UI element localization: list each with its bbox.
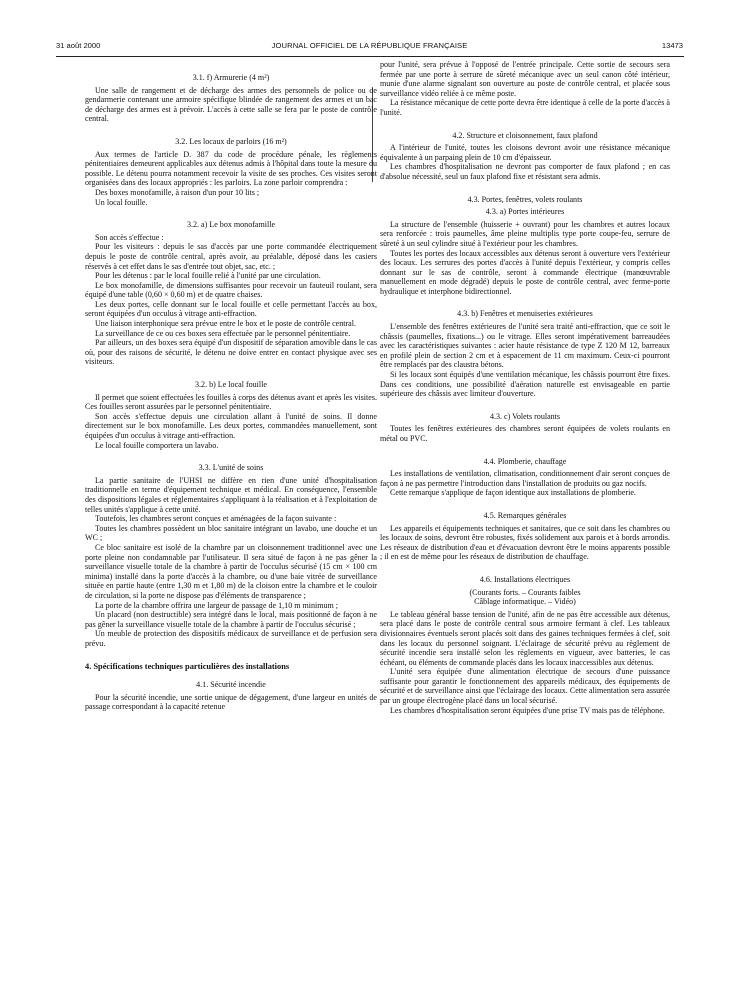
section-heading: 4.1. Sécurité incendie bbox=[196, 680, 266, 690]
section-heading: 4.3. Portes, fenêtres, volets roulants bbox=[467, 194, 583, 204]
paragraph: La résistance mécanique de cette porte devra être identique à celle de la porte d'accès à l'unité. bbox=[380, 98, 670, 117]
section-heading: 3.2. b) Le local fouille bbox=[195, 380, 267, 390]
section-heading: 3.2. Les locaux de parloirs (16 m²) bbox=[175, 136, 287, 146]
paragraph: Un meuble de protection des dispositifs médicaux de surveillance et de perfusion sera prévu. bbox=[85, 629, 377, 648]
paragraph: Toutes les chambres possèdent un bloc sanitaire intégrant un lavabo, une douche et un WC ; bbox=[85, 523, 377, 543]
paragraph: Les chambres d'hospitalisation seront équipées d'une prise TV mais pas de téléphone. bbox=[390, 705, 665, 715]
paragraph: La partie sanitaire de l'UHSI ne diffère en rien d'une unité d'hospitalisation traditionnelle en terme d'équipement technique et médical. En conséquence, l'ensemble des dispositions légales et réglementaires s'appliquant à la réalisation et à l'exploitation de telles unités s'applique à cette unité. bbox=[85, 475, 377, 514]
paragraph: Le tableau général basse tension de l'unité, afin de ne pas être accessible aux détenus, sera placé dans le poste de contrôle central sous armoire fermant à clef. Les tableaux divisionnaires éventuels seront placés soit dans des gaines techniques fermées à clef, soit dans les locaux du personnel soignant. L'éclairage de sécurité prévu au règlement de sécurité incendie sera installé selon les règlements en vigueur, avec batteries, le cas échéant, ou éléments de commande placés dans les locaux inaccessibles aux détenus. bbox=[380, 609, 670, 667]
paragraph: L'ensemble des fenêtres extérieures de l'unité sera traité anti-effraction, que ce soit le châssis (paumelles, fixations...) ou le vitrage. Elles seront impérativement barreaudées avec les caractéristiques suivantes : acier haute résistance de type Z 120 M 12, barreaux en profilé plein de section 2 cm et à espacement de 11 cm maximum. Ceux-ci pourront être remplacés par des claustra bétons. bbox=[380, 322, 670, 370]
section-subheading: (Courants forts. – Courants faibles bbox=[469, 587, 581, 597]
section-heading: 3.3. L'unité de soins bbox=[198, 463, 264, 473]
paragraph: A l'intérieur de l'unité, toutes les cloisons devront avoir une résistance mécanique équivalente à un parpaing plein de 10 cm d'épaisseur. bbox=[380, 143, 670, 162]
header-title: JOURNAL OFFICIEL DE LA RÉPUBLIQUE FRANÇAISE bbox=[271, 41, 468, 50]
paragraph: Un placard (non destructible) sera intégré dans le local, mais positionné de façon à ne pas gêner la surveillance visuelle totale de la chambre à partir de l'occulus sécurisé ; bbox=[85, 610, 377, 629]
paragraph: pour l'unité, sera prévue à l'opposé de l'entrée principale. Cette sortie de secours sera fermée par une porte à serrure de sûreté mécanique avec un seul canon côté intérieur, munie d'une alarme signalant son ouverture au poste de contrôle central, et placée sous surveillance vidéo reliée à ce même poste. bbox=[380, 60, 670, 98]
paragraph: Des boxes monofamille, à raison d'un pour 10 lits ; bbox=[95, 187, 260, 197]
paragraph: Les installations de ventilation, climatisation, conditionnement d'air seront conçues de façon à ne pas permettre l'introduction dans l'installation de produits ou gaz nocifs. bbox=[380, 469, 670, 488]
section-heading: 4.6. Installations électriques bbox=[479, 574, 571, 584]
left-column bbox=[85, 60, 377, 712]
paragraph: Si les locaux sont équipés d'une ventilation mécanique, les châssis pourront être fixes. Dans ces conditions, une possibilité d'aération naturelle est envisageable en partie supérieure des châssis avec limiteur d'ouverture. bbox=[380, 370, 670, 399]
header-date: 31 août 2000 bbox=[56, 41, 101, 50]
paragraph: Ce bloc sanitaire est isolé de la chambre par un cloisonnement traditionnel avec une porte pleine non condamnable par l'utilisateur. Il sera situé de façon à ne pas gêner la surveillance visuelle totale de la chambre à partir de l'occulus sécurisé (15 cm × 100 cm minima) installé dans la porte d'accès à la chambre, ou d'une baie vitrée de surveillance située en partie haute (entre 1,30 m et 1,80 m) de la cloison entre la chambre et le couloir de circulation, si la porte ne dispose pas d'éléments de transparence ; bbox=[85, 542, 377, 600]
paragraph: Cette remarque s'applique de façon identique aux installations de plomberie. bbox=[390, 488, 636, 498]
paragraph: Aux termes de l'article D. 387 du code de procédure pénale, les règlements pénitentiaires demeurent applicables aux détenus admis à l'hôpital dans toute la mesure du possible. Le détenu pourra notamment recevoir la visite de ses proches. Ces visites seront organisées dans des locaux appropriés : les parloirs. La zone parloir comprendra : bbox=[85, 149, 377, 188]
paragraph: Son accès s'effectue depuis une circulation allant à l'unité de soins. Il donne directement sur le box monofamille. Les deux portes, commandées manuellement, sont équipées d'un occulus à vitrage anti-effraction. bbox=[85, 411, 377, 440]
section-heading: 4.3. c) Volets roulants bbox=[489, 411, 561, 421]
paragraph: Les appareils et équipements techniques et sanitaires, que ce soit dans les chambres ou les locaux de soins, devront être robustes, fixés solidement aux parois et à bords arrondis. Les réseaux de distribution d'eau et d'évacuation devront être le moins apparents possible ; il en est de même pour les réseaux de distribution de chauffage. bbox=[380, 523, 670, 562]
section-subheading: Câblage informatique. – Vidéo) bbox=[474, 597, 576, 607]
paragraph: Le local fouille comportera un lavabo. bbox=[95, 440, 219, 450]
section-heading: 4.3. a) Portes intérieures bbox=[485, 207, 565, 217]
paragraph: La surveillance de ce ou ces boxes sera effectuée par le personnel pénitentiaire. bbox=[95, 328, 351, 338]
paragraph: Pour les détenus : par le local fouille relié à l'unité par une circulation. bbox=[95, 271, 321, 281]
section-heading: 3.2. a) Le box monofamille bbox=[186, 220, 276, 230]
paragraph: Le box monofamille, de dimensions suffisantes pour recevoir un fauteuil roulant, sera équipé d'une table (0,60 × 0,60 m) et de quatre chaises. bbox=[85, 280, 377, 300]
header-rule bbox=[56, 56, 684, 57]
page-header bbox=[56, 41, 683, 55]
paragraph: Toutefois, les chambres seront conçues et aménagées de la façon suivante : bbox=[95, 514, 337, 524]
header-page-number: 13473 bbox=[661, 41, 683, 50]
paragraph: Toutes les fenêtres extérieures des chambres seront équipées de volets roulants en métal ou PVC. bbox=[380, 424, 670, 443]
paragraph: Pour les visiteurs : depuis le sas d'accès par une porte commandée électriquement depuis le poste de contrôle central, après avoir, au préalable, déposé dans les casiers réservés à cet effet dans le sas d'entrée tout objet, sac, etc. ; bbox=[85, 242, 377, 271]
right-column bbox=[380, 60, 670, 715]
paragraph: Une salle de rangement et de décharge des armes des personnels de police ou de gendarmerie contenant une armoire spécifique blindée de rangement des armes et un bac de décharge des armes est à prévoir. L'accès à cette salle se fera par le poste de contrôle central. bbox=[85, 85, 377, 124]
section-heading: 3.1. f) Armurerie (4 m²) bbox=[192, 73, 270, 82]
paragraph: Une liaison interphonique sera prévue entre le box et le poste de contrôle central. bbox=[95, 319, 356, 329]
section-heading: 4.4. Plomberie, chauffage bbox=[483, 456, 567, 466]
paragraph: L'unité sera équipée d'une alimentation électrique de secours d'une puissance suffisante pour garantir le fonctionnement des appareils médicaux, des équipements de sécurité et de surveillance ainsi que l'éclairage des locaux. Cette alimentation sera assurée par un groupe électrogène placé dans un local sécurisé. bbox=[380, 667, 670, 706]
section-heading: 4.5. Remarques générales bbox=[483, 510, 567, 520]
section-heading: 4.3. b) Fenêtres et menuiseries extérieures bbox=[457, 309, 593, 319]
section-heading: 4.2. Structure et cloisonnement, faux plafond bbox=[452, 130, 598, 140]
paragraph: La structure de l'ensemble (huisserie + ouvrant) pour les chambres et autres locaux sera renforcée : trois paumelles, âme pleine multiplis type porte coupe-feu, serrure de sûreté à un seul cylindre situé à l'extérieur pour les chambres. bbox=[380, 219, 670, 248]
paragraph: La porte de la chambre offrira une largeur de passage de 1,10 m minimum ; bbox=[95, 600, 339, 610]
paragraph: Un local fouille. bbox=[95, 197, 148, 207]
paragraph: Les chambres d'hospitalisation ne devront pas comporter de faux plafond ; en cas d'absolue nécessité, seul un faux plafond fixe et résistant sera admis. bbox=[380, 162, 670, 181]
paragraph: Toutes les portes des locaux accessibles aux détenus seront à ouverture vers l'extérieur des locaux. Les serrures des portes d'accès à l'unité depuis l'extérieur, y compris celles donnant sur le sas de contrôle, seront à commande électrique (manœuvrable manuellement en mode dégradé) depuis le poste de contrôle central, avec ferme-porte hydraulique et interphone bidirectionnel. bbox=[380, 248, 670, 296]
paragraph: Il permet que soient effectuées les fouilles à corps des détenus avant et après les visites. Ces fouilles seront assurées par le personnel pénitentiaire. bbox=[85, 392, 377, 412]
paragraph: Pour la sécurité incendie, une sortie unique de dégagement, d'une largeur en unités de passage correspondant à la capacité retenue bbox=[85, 692, 377, 712]
paragraph: Les deux portes, celle donnant sur le local fouille et celle permettant l'accès au box, seront équipées d'un occulus à vitrage anti-effraction. bbox=[85, 299, 377, 319]
paragraph: Par ailleurs, un des boxes sera équipé d'un dispositif de séparation amovible dans le cas où, pour des raisons de sécurité, le détenu ne doive entrer en contact physique avec ses visiteurs. bbox=[85, 338, 377, 367]
chapter-heading: 4. Spécifications techniques particulières des installations bbox=[85, 662, 290, 672]
paragraph: Son accès s'effectue : bbox=[95, 232, 164, 242]
